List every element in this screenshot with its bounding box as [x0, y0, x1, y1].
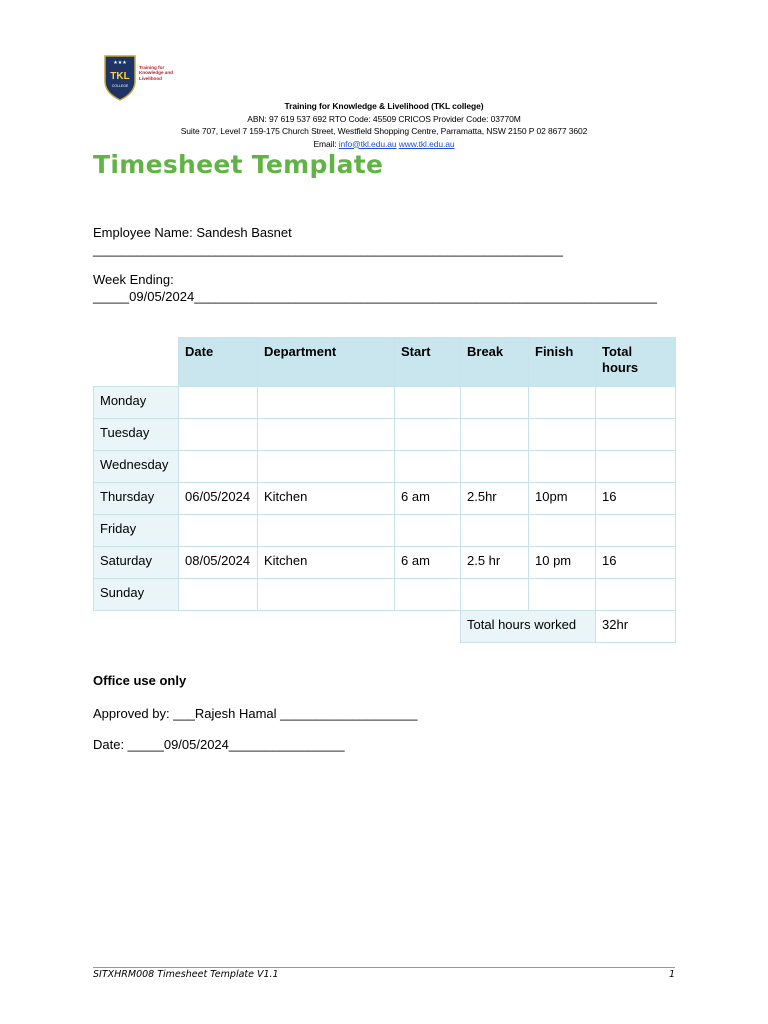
department-cell[interactable]: Kitchen [258, 547, 395, 579]
college-name: Training for Knowledge & Livelihood (TKL college) [284, 101, 484, 111]
table-header-row [94, 338, 676, 387]
week-ending-label: Week Ending: [93, 272, 174, 287]
website-link[interactable]: www.tkl.edu.au [398, 138, 455, 149]
total-cell[interactable] [596, 419, 676, 451]
finish-cell[interactable] [529, 515, 596, 547]
day-cell: Tuesday [94, 419, 179, 451]
office-use-heading: Office use only [93, 673, 187, 688]
department-cell[interactable] [258, 579, 395, 611]
header-corner [94, 338, 179, 387]
start-cell[interactable] [395, 579, 461, 611]
table-row [94, 387, 676, 419]
break-cell[interactable] [461, 387, 529, 419]
total-cell[interactable]: 16 [596, 547, 676, 579]
approval-date-line: Date: _____09/05/2024________________ [93, 737, 345, 752]
finish-cell[interactable] [529, 451, 596, 483]
start-cell[interactable] [395, 419, 461, 451]
table-row [94, 451, 676, 483]
logo-subtext: COLLEGE [111, 84, 129, 88]
approved-by-line: Approved by: ___Rajesh Hamal ___________________ [93, 706, 418, 721]
page-title: Timesheet Template [93, 150, 384, 179]
day-cell: Sunday [94, 579, 179, 611]
date-cell[interactable]: 08/05/2024 [179, 547, 258, 579]
finish-cell[interactable] [529, 419, 596, 451]
svg-text:★★★: ★★★ [113, 60, 127, 66]
table-row [94, 579, 676, 611]
date-cell[interactable] [179, 579, 258, 611]
footer-divider [93, 967, 675, 968]
footer-page-number: 1 [668, 969, 675, 980]
day-cell: Saturday [94, 547, 179, 579]
week-ending-value: _____09/05/2024________________________________________________________________ [93, 289, 657, 304]
column-header-total-hours: Total hours [596, 338, 676, 387]
page-footer [93, 969, 675, 980]
day-cell: Thursday [94, 483, 179, 515]
table-row [94, 483, 676, 515]
start-cell[interactable]: 6 am [395, 483, 461, 515]
break-cell[interactable]: 2.5 hr [461, 547, 529, 579]
logo-tagline: Training for Knowledge and Livelihood [139, 65, 173, 81]
total-row [94, 611, 676, 643]
department-cell[interactable] [258, 419, 395, 451]
address-line: Suite 707, Level 7 159-175 Church Street, Westfield Shopping Centre, Parramatta, NSW 2150 P 02 8677 3602 [180, 126, 588, 136]
start-cell[interactable] [395, 515, 461, 547]
department-cell[interactable] [258, 515, 395, 547]
day-cell: Wednesday [94, 451, 179, 483]
table-row [94, 419, 676, 451]
date-cell[interactable] [179, 387, 258, 419]
abn-line: ABN: 97 619 537 692 RTO Code: 45509 CRICOS Provider Code: 03770M [247, 113, 521, 124]
column-header-finish: Finish [529, 338, 596, 387]
department-cell[interactable] [258, 387, 395, 419]
week-ending-field [93, 271, 657, 305]
break-cell[interactable]: 2.5hr [461, 483, 529, 515]
email-link[interactable]: info@tkl.edu.au [338, 138, 397, 149]
date-cell[interactable] [179, 515, 258, 547]
finish-cell[interactable]: 10 pm [529, 547, 596, 579]
date-cell[interactable] [179, 419, 258, 451]
college-logo [103, 55, 183, 101]
total-cell[interactable] [596, 451, 676, 483]
employee-name-label: Employee Name: Sandesh Basnet [93, 225, 292, 240]
total-hours-value[interactable]: 32hr [596, 611, 676, 643]
finish-cell[interactable] [529, 579, 596, 611]
date-cell[interactable] [179, 451, 258, 483]
footer-doc-name: SITXHRM008 Timesheet Template V1.1 [93, 969, 279, 980]
department-cell[interactable] [258, 451, 395, 483]
day-cell: Monday [94, 387, 179, 419]
column-header-department: Department [258, 338, 395, 387]
table-row [94, 515, 676, 547]
total-cell[interactable] [596, 387, 676, 419]
break-cell[interactable] [461, 515, 529, 547]
logo-text: TKL [110, 71, 130, 82]
total-cell[interactable] [596, 579, 676, 611]
column-header-start: Start [395, 338, 461, 387]
finish-cell[interactable] [529, 387, 596, 419]
total-cell[interactable]: 16 [596, 483, 676, 515]
department-cell[interactable]: Kitchen [258, 483, 395, 515]
start-cell[interactable] [395, 451, 461, 483]
email-label: Email: [313, 138, 337, 149]
day-cell: Friday [94, 515, 179, 547]
total-hours-label: Total hours worked [461, 611, 596, 643]
total-cell[interactable] [596, 515, 676, 547]
table-row [94, 547, 676, 579]
column-header-date: Date [179, 338, 258, 387]
column-header-break: Break [461, 338, 529, 387]
timesheet-table [93, 337, 676, 643]
employee-name-field [93, 224, 563, 258]
finish-cell[interactable]: 10pm [529, 483, 596, 515]
break-cell[interactable] [461, 451, 529, 483]
start-cell[interactable] [395, 387, 461, 419]
total-row-spacer [94, 611, 461, 643]
break-cell[interactable] [461, 419, 529, 451]
contact-line [0, 138, 768, 151]
college-header [0, 100, 768, 150]
start-cell[interactable]: 6 am [395, 547, 461, 579]
employee-name-underline: _________________________________________________________________ [93, 242, 563, 257]
break-cell[interactable] [461, 579, 529, 611]
date-cell[interactable]: 06/05/2024 [179, 483, 258, 515]
